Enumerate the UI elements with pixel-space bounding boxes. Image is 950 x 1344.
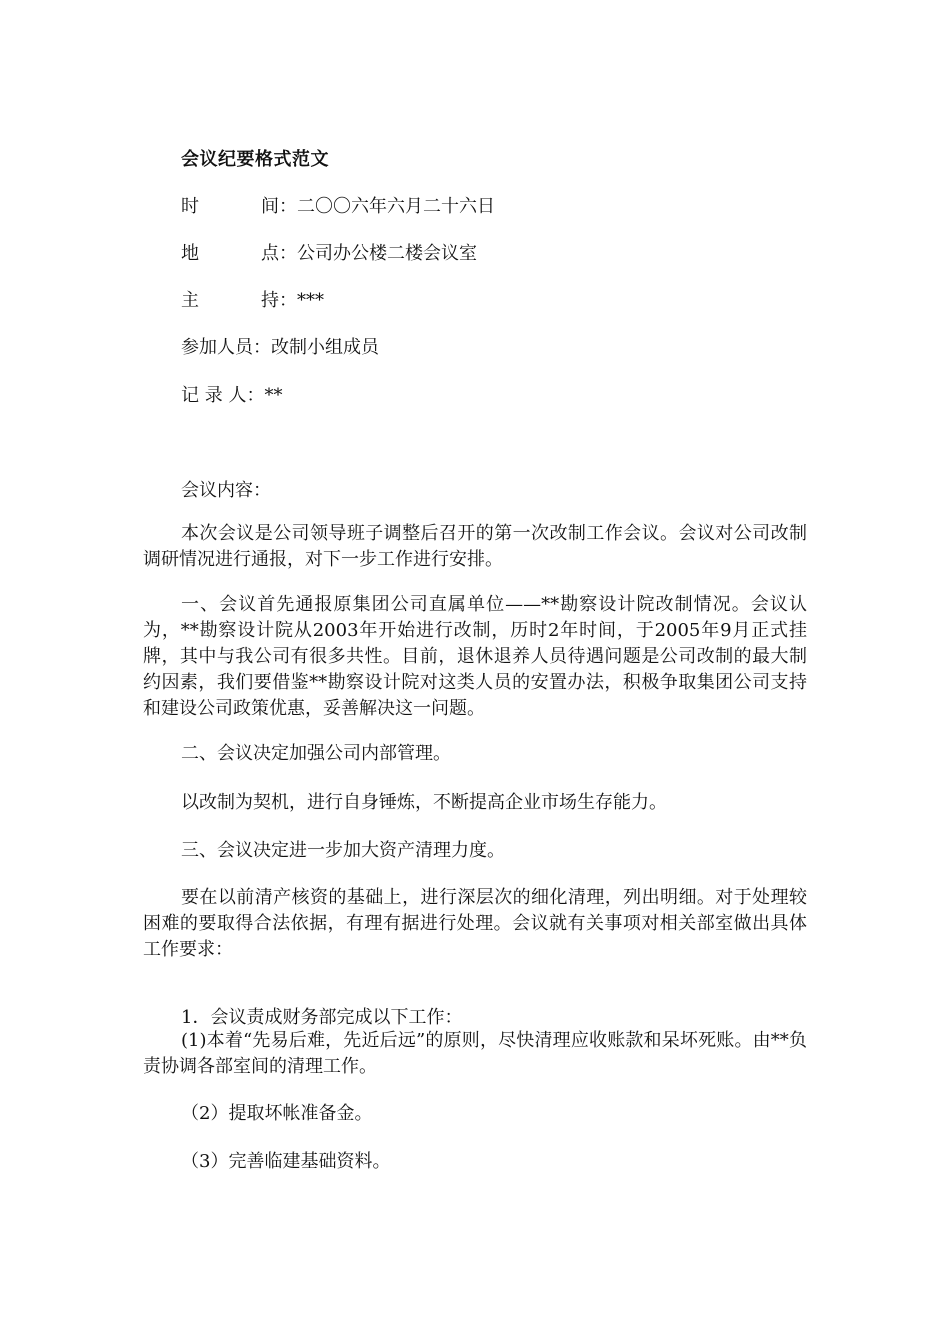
- meta-time-label-1: 时: [181, 196, 199, 217]
- paragraph: 二、会议决定加强公司内部管理。: [181, 743, 451, 764]
- meta-place-label-1: 地: [181, 243, 199, 264]
- meta-time-value: 二〇〇六年六月二十六日: [297, 196, 495, 217]
- meta-host-label-1: 主: [181, 290, 199, 311]
- meta-host-value: ***: [297, 290, 324, 311]
- paragraph: 以改制为契机，进行自身锤炼，不断提高企业市场生存能力。: [181, 792, 667, 813]
- paragraph: 三、会议决定进一步加大资产清理力度。: [181, 840, 505, 861]
- meta-time-label-2: 间：: [261, 196, 297, 217]
- document-title: 会议纪要格式范文: [181, 149, 329, 170]
- meta-recorder-label: 记 录 人：: [181, 385, 265, 406]
- paragraph: 要在以前清产核资的基础上，进行深层次的细化清理，列出明细。对于处理较困难的要取得合法依据，有理有据进行处理。会议就有关事项对相关部室做出具体工作要求：: [143, 887, 807, 960]
- meta-participants: [181, 335, 379, 361]
- meta-place-label-2: 点：: [261, 243, 297, 264]
- paragraph: (1)本着“先易后难，先近后远”的原则，尽快清理应收账款和呆坏死账。由**负责协调各部室间的清理工作。: [143, 1030, 807, 1077]
- paragraph: 一、会议首先通报原集团公司直属单位——**勘察设计院改制情况。会议认为，**勘察设计院从2003年开始进行改制，历时2年时间，于2005年9月正式挂牌，其中与我公司有很多共性。目前，退休退养人员待遇问题是公司改制的最大制约因素，我们要借鉴**勘察设计院对这类人员的安置办法，积极争取集团公司支持和建设公司政策优惠，妥善解决这一问题。: [143, 594, 807, 719]
- paragraph: 本次会议是公司领导班子调整后召开的第一次改制工作会议。会议对公司改制调研情况进行通报，对下一步工作进行安排。: [143, 523, 807, 570]
- paragraph: （2）提取坏帐准备金。: [181, 1103, 373, 1124]
- meta-time: [181, 194, 495, 220]
- content-heading: 会议内容：: [181, 480, 271, 501]
- meta-recorder: [181, 383, 282, 409]
- meta-host: [181, 288, 324, 314]
- meta-participants-value: 改制小组成员: [271, 337, 379, 358]
- paragraph: 1．会议责成财务部完成以下工作：: [181, 1007, 463, 1028]
- meta-recorder-value: **: [264, 385, 283, 406]
- meta-place-value: 公司办公楼二楼会议室: [297, 243, 477, 264]
- meta-participants-label: 参加人员：: [181, 337, 271, 358]
- paragraph: （3）完善临建基础资料。: [181, 1151, 391, 1172]
- meta-place: [181, 241, 477, 267]
- meta-host-label-2: 持：: [261, 290, 297, 311]
